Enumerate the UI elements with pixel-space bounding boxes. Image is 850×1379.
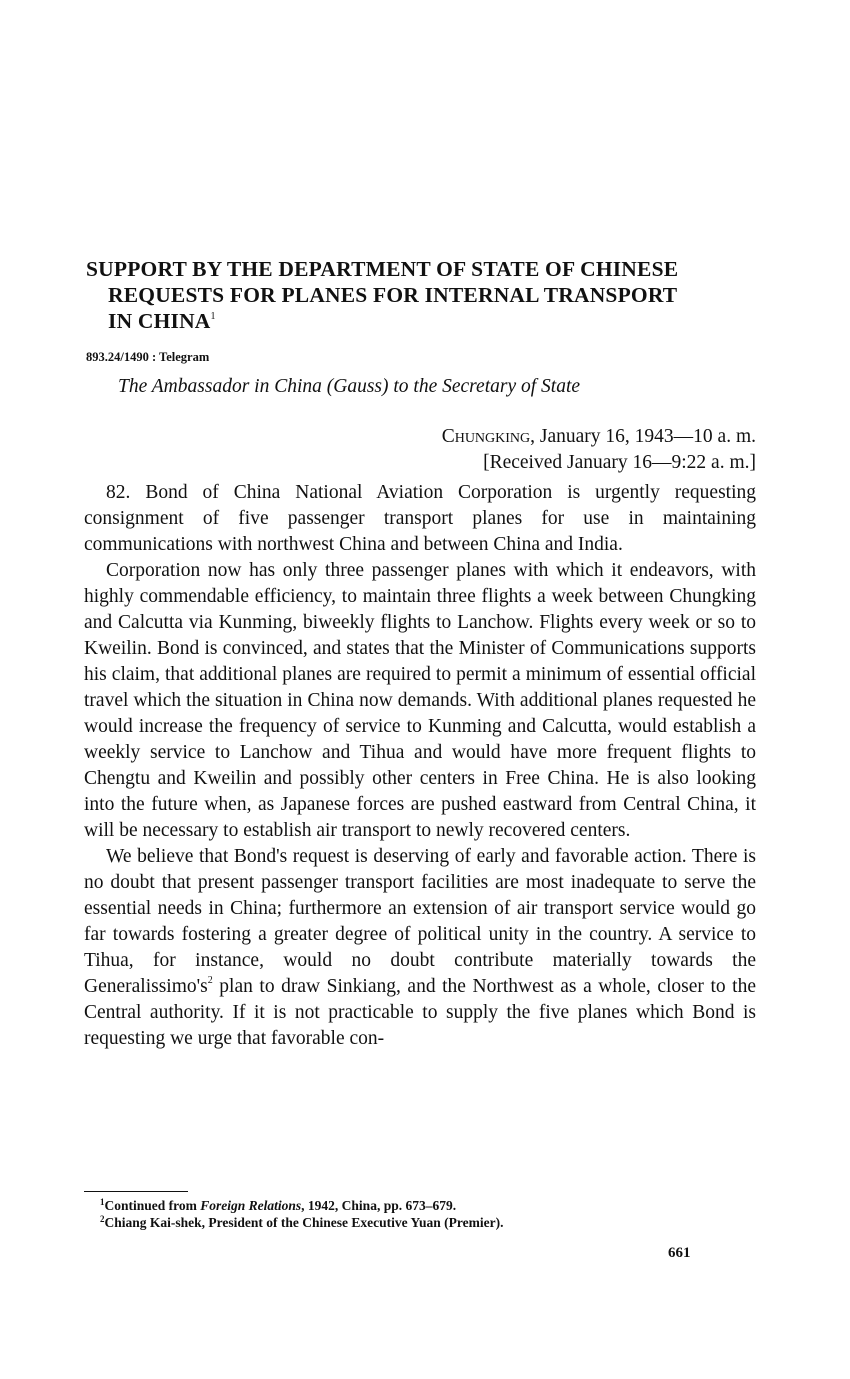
footnote-1-text-a: Continued from <box>104 1198 201 1213</box>
paragraph-3 <box>84 844 756 1052</box>
dateline-received: [Received January 16—9:22 a. m.] <box>483 452 756 473</box>
dateline <box>442 424 756 476</box>
dateline-place: Chungking <box>441 426 531 447</box>
paragraph-3-text-a: We believe that Bond's request is deserving of early and favorable action. There is no doubt that present passenger transport facilities are most inadequate to serve the essential needs in China; furthermore an extension of air transport service would go far towards fostering a greater degree of political unity in the country. A service to Tihua, for instance, would no doubt contribute materially towards the Generalissimo's <box>84 846 756 997</box>
footnote-2-text: Chiang Kai-shek, President of the Chinese Executive Yuan (Premier). <box>104 1215 504 1230</box>
telegram-body <box>84 480 756 1052</box>
heading-line-1: SUPPORT BY THE DEPARTMENT OF STATE OF CHINESE <box>86 257 679 281</box>
heading-line-3 <box>86 308 766 334</box>
heading-line-2: REQUESTS FOR PLANES FOR INTERNAL TRANSPORT <box>108 283 678 307</box>
footnotes <box>100 1197 503 1231</box>
footnote-ref-2: 2 <box>207 975 213 986</box>
paragraph-2: Corporation now has only three passenger planes with which it endeavors, with highly commendable efficiency, to maintain three flights a week between Chungking and Calcutta via Kunming, biweekly flights to Lanchow. Flights every week or so to Kweilin. Bond is convinced, and states that the Minister of Communications supports his claim, that additional planes are required to permit a minimum of essential official travel which the situation in China now demands. With additional planes requested he would increase the frequency of service to Kunming and Calcutta, would establish a weekly service to Lanchow and Tihua and would have more frequent flights to Chengtu and Kweilin and possibly other centers in Free China. He is also looking into the future when, as Japanese forces are pushed eastward from Central China, it will be necessary to establish air transport to newly recovered centers. <box>84 560 756 841</box>
footnote-2 <box>100 1214 503 1231</box>
file-number: 893.24/1490 : Telegram <box>86 350 210 364</box>
dateline-sent <box>442 424 756 450</box>
footnote-rule <box>84 1191 188 1192</box>
footnote-ref-1: 1 <box>210 311 216 322</box>
addressee-line: The Ambassador in China (Gauss) to the Secretary of State <box>118 376 581 397</box>
paragraph-1: 82. Bond of China National Aviation Corporation is urgently requesting consignment of five passenger transport planes for use in maintaining communications with northwest China and between China and India. <box>84 482 756 555</box>
footnote-1 <box>100 1197 503 1214</box>
footnote-2-mark: 2 <box>100 1214 105 1224</box>
dateline-date: , January 16, 1943—10 a. m. <box>530 426 756 447</box>
page-number: 661 <box>668 1245 691 1261</box>
footnote-1-mark: 1 <box>100 1197 105 1207</box>
heading-line-3-text: IN CHINA <box>108 309 211 333</box>
section-heading <box>86 256 766 334</box>
paragraph-3-text-b: plan to draw Sinkiang, and the Northwest as a whole, closer to the Central authority. If it is not practicable to supply the five planes which Bond is requesting we urge that favorable con- <box>84 976 756 1049</box>
footnote-1-title: Foreign Relations <box>200 1198 302 1213</box>
footnote-1-text-b: , 1942, China, pp. 673–679. <box>301 1198 457 1213</box>
